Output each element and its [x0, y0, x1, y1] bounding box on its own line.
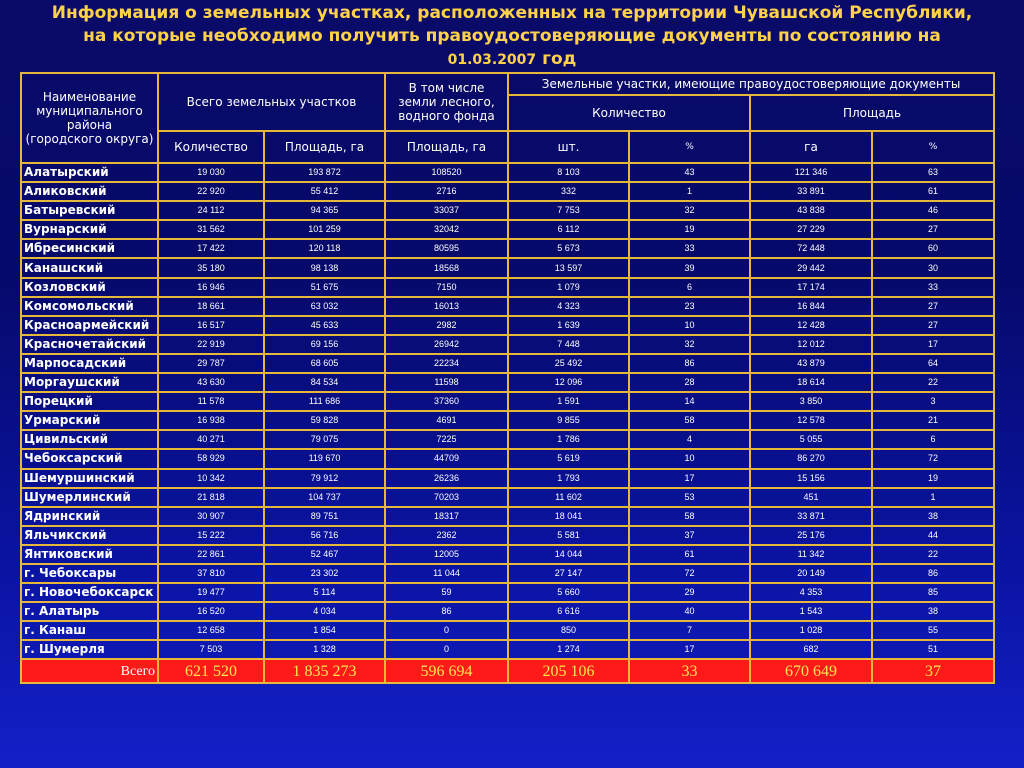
table-row	[21, 316, 994, 335]
table-cell: 86	[629, 354, 750, 373]
table-cell: 55	[872, 621, 994, 640]
table-cell: 33	[872, 278, 994, 297]
table-row	[21, 220, 994, 239]
table-row	[21, 297, 994, 316]
table-cell: 23 302	[264, 564, 385, 583]
table-cell: 58 929	[158, 449, 264, 468]
table-cell: 44	[872, 526, 994, 545]
table-cell: 84 534	[264, 373, 385, 392]
table-cell: 16 946	[158, 278, 264, 297]
table-row	[21, 621, 994, 640]
table-cell: 22234	[385, 354, 508, 373]
table-cell: 120 118	[264, 239, 385, 258]
total-cell: 621 520	[158, 659, 264, 683]
table-cell: 72	[629, 564, 750, 583]
cell-municipality: Яльчикский	[21, 526, 158, 545]
table-cell: 29 442	[750, 258, 872, 277]
table-cell: 6 112	[508, 220, 629, 239]
cell-municipality: Канашский	[21, 258, 158, 277]
table-cell: 86	[385, 602, 508, 621]
land-plots-table	[20, 72, 995, 684]
table-cell: 61	[872, 182, 994, 201]
table-cell: 5 114	[264, 583, 385, 602]
table-row	[21, 564, 994, 583]
table-cell: 7 448	[508, 335, 629, 354]
table-cell: 43 630	[158, 373, 264, 392]
cell-municipality: Шумерлинский	[21, 488, 158, 507]
header-total-plots: Всего земельных участков	[158, 73, 385, 131]
table-cell: 59	[385, 583, 508, 602]
table-cell: 60	[872, 239, 994, 258]
cell-municipality: г. Шумерля	[21, 640, 158, 659]
table-cell: 30 907	[158, 507, 264, 526]
table-cell: 32	[629, 201, 750, 220]
table-cell: 31 562	[158, 220, 264, 239]
table-cell: 4 034	[264, 602, 385, 621]
table-cell: 4	[629, 430, 750, 449]
table-cell: 14 044	[508, 545, 629, 564]
table-row	[21, 640, 994, 659]
table-cell: 32042	[385, 220, 508, 239]
header-forest-line1: В том числе	[408, 81, 485, 95]
table-cell: 16 520	[158, 602, 264, 621]
total-cell: 33	[629, 659, 750, 683]
table-cell: 51	[872, 640, 994, 659]
table-cell: 39	[629, 258, 750, 277]
table-cell: 79 075	[264, 430, 385, 449]
header-col-count: Количество	[158, 131, 264, 163]
table-cell: 17	[872, 335, 994, 354]
table-row	[21, 201, 994, 220]
cell-municipality: Красноармейский	[21, 316, 158, 335]
total-cell: 1 835 273	[264, 659, 385, 683]
table-cell: 5 673	[508, 239, 629, 258]
table-row	[21, 335, 994, 354]
table-cell: 108520	[385, 163, 508, 182]
table-cell: 22 919	[158, 335, 264, 354]
table-cell: 332	[508, 182, 629, 201]
table-cell: 15 222	[158, 526, 264, 545]
table-cell: 86	[872, 564, 994, 583]
table-cell: 6	[629, 278, 750, 297]
table-cell: 1	[872, 488, 994, 507]
page-title	[40, 2, 984, 72]
table-row	[21, 488, 994, 507]
table-cell: 1 793	[508, 469, 629, 488]
table-row	[21, 469, 994, 488]
cell-municipality: Моргаушский	[21, 373, 158, 392]
table-cell: 27	[872, 220, 994, 239]
table-cell: 7225	[385, 430, 508, 449]
table-cell: 89 751	[264, 507, 385, 526]
table-cell: 2362	[385, 526, 508, 545]
table-cell: 10	[629, 316, 750, 335]
table-cell: 11 044	[385, 564, 508, 583]
table-cell: 4 323	[508, 297, 629, 316]
table-cell: 2716	[385, 182, 508, 201]
table-cell: 1 079	[508, 278, 629, 297]
table-cell: 13 597	[508, 258, 629, 277]
table-cell: 43 838	[750, 201, 872, 220]
cell-municipality: Шемуршинский	[21, 469, 158, 488]
header-col-pct2: %	[872, 131, 994, 163]
table-cell: 19	[629, 220, 750, 239]
table-row	[21, 526, 994, 545]
table-cell: 63	[872, 163, 994, 182]
table-cell: 1 543	[750, 602, 872, 621]
header-col-pct1: %	[629, 131, 750, 163]
table-cell: 15 156	[750, 469, 872, 488]
header-docs-area: Площадь	[750, 95, 994, 131]
header-forest-line2: земли лесного, водного фонда	[398, 95, 495, 123]
table-cell: 79 912	[264, 469, 385, 488]
table-row	[21, 258, 994, 277]
table-cell: 21	[872, 411, 994, 430]
table-row	[21, 545, 994, 564]
cell-municipality: Порецкий	[21, 392, 158, 411]
table-cell: 26236	[385, 469, 508, 488]
cell-municipality: г. Канаш	[21, 621, 158, 640]
table-cell: 5 055	[750, 430, 872, 449]
table-cell: 3 850	[750, 392, 872, 411]
table-cell: 16013	[385, 297, 508, 316]
cell-municipality: Батыревский	[21, 201, 158, 220]
table-cell: 5 619	[508, 449, 629, 468]
header-col-pcs: шт.	[508, 131, 629, 163]
table-cell: 9 855	[508, 411, 629, 430]
table-cell: 33 871	[750, 507, 872, 526]
table-cell: 33 891	[750, 182, 872, 201]
table-cell: 58	[629, 507, 750, 526]
table-cell: 68 605	[264, 354, 385, 373]
table-cell: 7 753	[508, 201, 629, 220]
cell-municipality: Цивильский	[21, 430, 158, 449]
table-cell: 104 737	[264, 488, 385, 507]
table-cell: 3	[872, 392, 994, 411]
total-row	[21, 659, 994, 683]
table-row	[21, 373, 994, 392]
table-cell: 25 176	[750, 526, 872, 545]
table-cell: 1 639	[508, 316, 629, 335]
table-cell: 20 149	[750, 564, 872, 583]
table-cell: 17	[629, 469, 750, 488]
table-cell: 7150	[385, 278, 508, 297]
table-header	[21, 73, 994, 163]
table-cell: 12 096	[508, 373, 629, 392]
cell-municipality: Ибресинский	[21, 239, 158, 258]
table-cell: 193 872	[264, 163, 385, 182]
table-cell: 10 342	[158, 469, 264, 488]
table-cell: 35 180	[158, 258, 264, 277]
table-cell: 37360	[385, 392, 508, 411]
cell-municipality: г. Чебоксары	[21, 564, 158, 583]
table-cell: 98 138	[264, 258, 385, 277]
cell-municipality: Алатырский	[21, 163, 158, 182]
table-cell: 37 810	[158, 564, 264, 583]
title-date: 01.03.2007	[447, 52, 537, 68]
table-cell: 40 271	[158, 430, 264, 449]
total-label: Всего	[21, 659, 158, 683]
table-cell: 12 658	[158, 621, 264, 640]
table-cell: 72	[872, 449, 994, 468]
table-row	[21, 507, 994, 526]
header-forest-lands	[385, 73, 508, 131]
table-cell: 19 030	[158, 163, 264, 182]
table-row	[21, 583, 994, 602]
table-cell: 30	[872, 258, 994, 277]
table-cell: 12 012	[750, 335, 872, 354]
table-cell: 12 578	[750, 411, 872, 430]
table-cell: 10	[629, 449, 750, 468]
total-cell: 205 106	[508, 659, 629, 683]
table-row	[21, 449, 994, 468]
table-cell: 18 614	[750, 373, 872, 392]
table-cell: 27 147	[508, 564, 629, 583]
table-cell: 19 477	[158, 583, 264, 602]
table-cell: 1 274	[508, 640, 629, 659]
table-cell: 682	[750, 640, 872, 659]
header-municipality	[21, 73, 158, 163]
table-body	[21, 163, 994, 683]
table-cell: 1 854	[264, 621, 385, 640]
table-cell: 5 581	[508, 526, 629, 545]
table-cell: 0	[385, 640, 508, 659]
table-cell: 27	[872, 316, 994, 335]
table-row	[21, 602, 994, 621]
table-cell: 1 591	[508, 392, 629, 411]
table-cell: 55 412	[264, 182, 385, 201]
table-cell: 72 448	[750, 239, 872, 258]
total-cell: 37	[872, 659, 994, 683]
cell-municipality: Чебоксарский	[21, 449, 158, 468]
table-cell: 52 467	[264, 545, 385, 564]
table-cell: 64	[872, 354, 994, 373]
table-cell: 2982	[385, 316, 508, 335]
cell-municipality: Комсомольский	[21, 297, 158, 316]
table-cell: 94 365	[264, 201, 385, 220]
table-cell: 451	[750, 488, 872, 507]
table-row	[21, 392, 994, 411]
cell-municipality: Козловский	[21, 278, 158, 297]
table-cell: 7 503	[158, 640, 264, 659]
table-cell: 27 229	[750, 220, 872, 239]
table-cell: 101 259	[264, 220, 385, 239]
table-cell: 43 879	[750, 354, 872, 373]
table-cell: 17	[629, 640, 750, 659]
table-cell: 0	[385, 621, 508, 640]
table-cell: 5 660	[508, 583, 629, 602]
table-cell: 18568	[385, 258, 508, 277]
table-cell: 18 041	[508, 507, 629, 526]
table-cell: 43	[629, 163, 750, 182]
table-cell: 17 422	[158, 239, 264, 258]
table-cell: 26942	[385, 335, 508, 354]
header-col-ha: га	[750, 131, 872, 163]
table-cell: 38	[872, 602, 994, 621]
table-row	[21, 163, 994, 182]
table-cell: 6	[872, 430, 994, 449]
table-cell: 38	[872, 507, 994, 526]
cell-municipality: Янтиковский	[21, 545, 158, 564]
table-row	[21, 354, 994, 373]
title-main: Информация о земельных участках, расположенных на территории Чувашской Республики, на которые необходимо получить правоудостоверяющие документы по состоянию на	[51, 3, 973, 46]
table-cell: 850	[508, 621, 629, 640]
table-cell: 22 920	[158, 182, 264, 201]
table-cell: 58	[629, 411, 750, 430]
table-cell: 23	[629, 297, 750, 316]
total-cell: 670 649	[750, 659, 872, 683]
table-cell: 22 861	[158, 545, 264, 564]
table-cell: 4691	[385, 411, 508, 430]
table-cell: 4 353	[750, 583, 872, 602]
table-cell: 12 428	[750, 316, 872, 335]
table-cell: 53	[629, 488, 750, 507]
table-cell: 61	[629, 545, 750, 564]
table-cell: 119 670	[264, 449, 385, 468]
table-cell: 33	[629, 239, 750, 258]
table-cell: 16 517	[158, 316, 264, 335]
table-cell: 11598	[385, 373, 508, 392]
table-cell: 111 686	[264, 392, 385, 411]
cell-municipality: Марпосадский	[21, 354, 158, 373]
table-cell: 17 174	[750, 278, 872, 297]
table-cell: 11 578	[158, 392, 264, 411]
table-cell: 37	[629, 526, 750, 545]
table-cell: 1 786	[508, 430, 629, 449]
header-col-forest-area: Площадь, га	[385, 131, 508, 163]
table-cell: 29	[629, 583, 750, 602]
header-col-area: Площадь, га	[264, 131, 385, 163]
table-cell: 51 675	[264, 278, 385, 297]
title-tail: год	[536, 49, 577, 69]
header-docs-count: Количество	[508, 95, 750, 131]
table-cell: 63 032	[264, 297, 385, 316]
table-cell: 25 492	[508, 354, 629, 373]
table-cell: 1 028	[750, 621, 872, 640]
table-cell: 40	[629, 602, 750, 621]
cell-municipality: Аликовский	[21, 182, 158, 201]
table-cell: 121 346	[750, 163, 872, 182]
table-cell: 27	[872, 297, 994, 316]
table-cell: 16 844	[750, 297, 872, 316]
table-cell: 19	[872, 469, 994, 488]
table-row	[21, 182, 994, 201]
table-cell: 80595	[385, 239, 508, 258]
table-cell: 11 602	[508, 488, 629, 507]
table-cell: 69 156	[264, 335, 385, 354]
table-cell: 12005	[385, 545, 508, 564]
table-cell: 18 661	[158, 297, 264, 316]
table-cell: 24 112	[158, 201, 264, 220]
table-cell: 7	[629, 621, 750, 640]
table-cell: 16 938	[158, 411, 264, 430]
table-cell: 11 342	[750, 545, 872, 564]
table-cell: 85	[872, 583, 994, 602]
table-cell: 8 103	[508, 163, 629, 182]
table-cell: 44709	[385, 449, 508, 468]
table-cell: 56 716	[264, 526, 385, 545]
table-cell: 46	[872, 201, 994, 220]
cell-municipality: Урмарский	[21, 411, 158, 430]
table-cell: 32	[629, 335, 750, 354]
table-cell: 21 818	[158, 488, 264, 507]
table-row	[21, 278, 994, 297]
header-municipality-label: Наименование муниципального района	[36, 90, 143, 132]
table-cell: 29 787	[158, 354, 264, 373]
table-cell: 33037	[385, 201, 508, 220]
table-cell: 70203	[385, 488, 508, 507]
table-cell: 45 633	[264, 316, 385, 335]
table-row	[21, 411, 994, 430]
table-cell: 1	[629, 182, 750, 201]
header-municipality-sub: (городского округа)	[25, 132, 154, 146]
table-cell: 22	[872, 545, 994, 564]
cell-municipality: Вурнарский	[21, 220, 158, 239]
table-cell: 28	[629, 373, 750, 392]
table-cell: 1 328	[264, 640, 385, 659]
table-row	[21, 239, 994, 258]
table-cell: 22	[872, 373, 994, 392]
cell-municipality: Красночетайский	[21, 335, 158, 354]
cell-municipality: Ядринский	[21, 507, 158, 526]
table-cell: 18317	[385, 507, 508, 526]
table-cell: 86 270	[750, 449, 872, 468]
table-cell: 6 616	[508, 602, 629, 621]
total-cell: 596 694	[385, 659, 508, 683]
table-row	[21, 430, 994, 449]
header-documented-plots: Земельные участки, имеющие правоудостоверяющие документы	[508, 73, 994, 95]
cell-municipality: г. Алатырь	[21, 602, 158, 621]
table-cell: 14	[629, 392, 750, 411]
table-cell: 59 828	[264, 411, 385, 430]
cell-municipality: г. Новочебоксарск	[21, 583, 158, 602]
